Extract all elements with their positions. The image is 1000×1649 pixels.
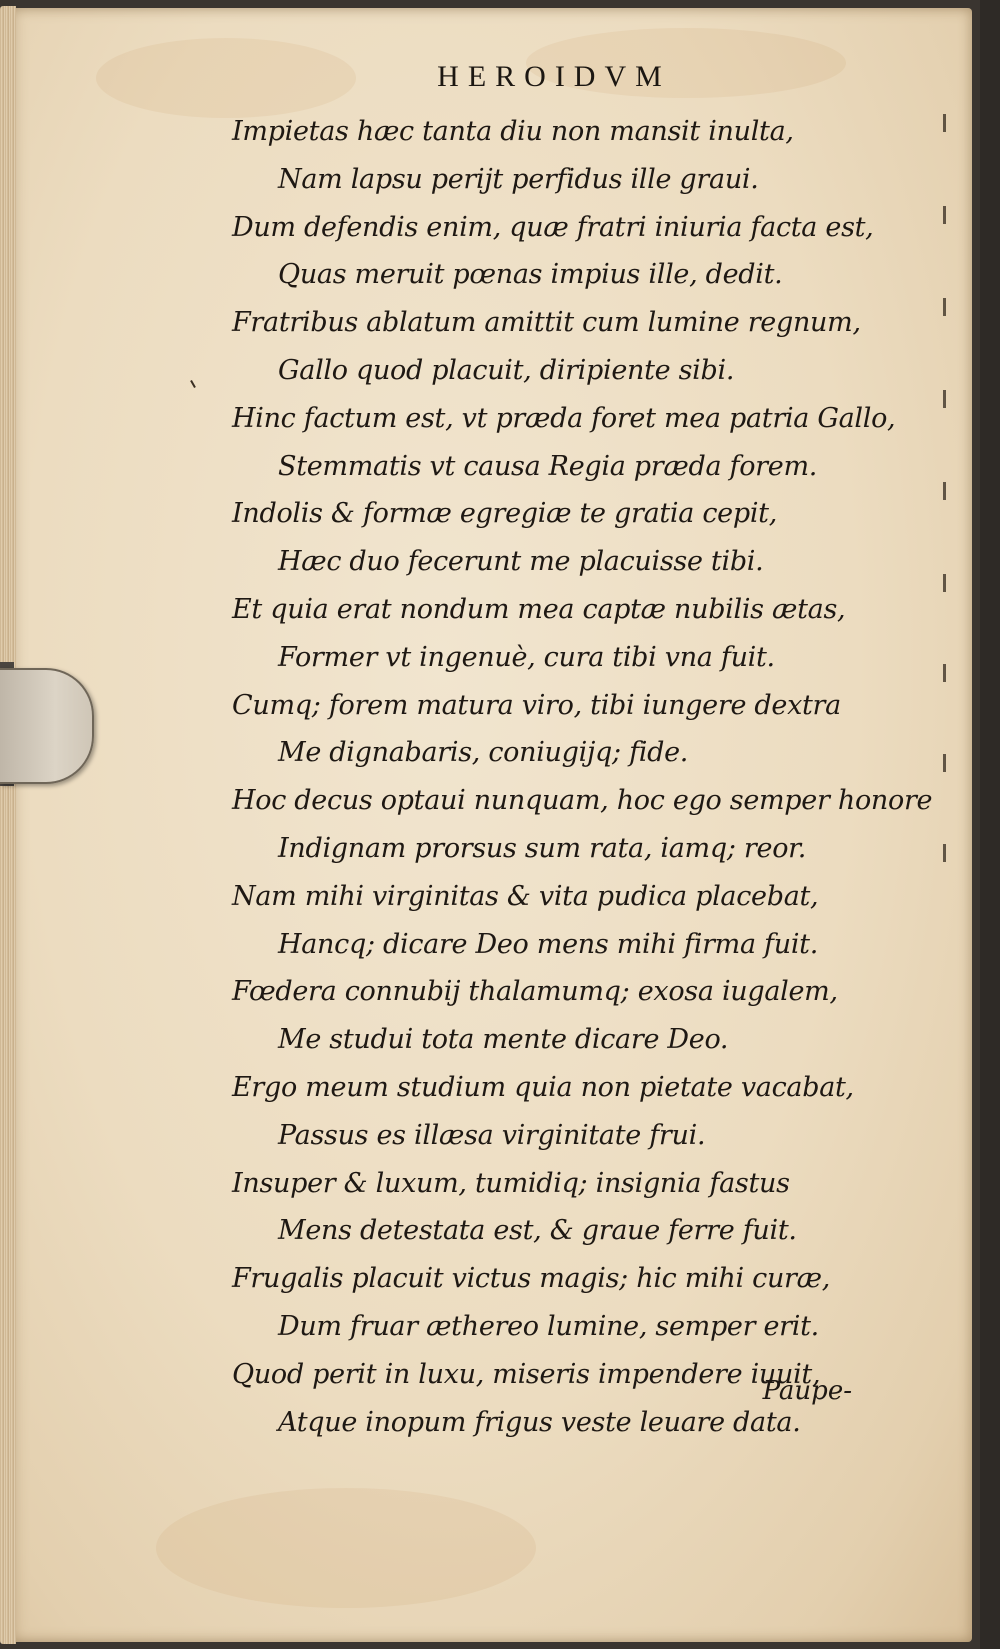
page-clip <box>0 668 94 784</box>
poem-line: Dum fruar æthereo lumine, semper erit. <box>278 1310 819 1342</box>
paper-stain <box>156 1488 536 1608</box>
show-through-mark <box>943 114 946 132</box>
backdrop <box>980 0 1000 1649</box>
poem-line: Dum defendis enim, quæ fratri iniuria facta est, <box>232 211 874 243</box>
running-head: HEROIDVM <box>437 60 671 93</box>
poem-line: Gallo quod placuit, diripiente sibi. <box>278 354 735 386</box>
poem-line: Former vt ingenuè, cura tibi vna fuit. <box>278 641 775 673</box>
poem-line: Insuper & luxum, tumidiq; insignia fastus <box>232 1167 790 1199</box>
poem-line: Passus es illæsa virginitate frui. <box>278 1119 706 1151</box>
poem-line: Atque inopum frigus veste leuare data. <box>278 1406 801 1438</box>
poem-line: Frugalis placuit victus magis; hic mihi curæ, <box>232 1263 831 1295</box>
poem-line: Hancq; dicare Deo mens mihi firma fuit. <box>278 928 819 960</box>
show-through-mark <box>943 664 946 682</box>
show-through-mark <box>943 844 946 862</box>
show-through-mark <box>943 298 946 316</box>
poem-line: Hinc factum est, vt præda foret mea patria Gallo, <box>232 402 896 434</box>
poem-line: Hæc duo fecerunt me placuisse tibi. <box>278 546 764 578</box>
poem-line: Fratribus ablatum amittit cum lumine regnum, <box>232 307 861 339</box>
book-page <box>6 8 972 1642</box>
poem-text <box>232 108 932 1446</box>
page-edges <box>0 6 16 1644</box>
poem-line: Fœdera connubij thalamumq; exosa iugalem, <box>232 976 838 1008</box>
poem-line: Quas meruit pœnas impius ille, dedit. <box>278 259 783 291</box>
poem-line: Hoc decus optaui nunquam, hoc ego semper honore <box>232 785 933 817</box>
poem-line: Me dignabaris, coniugijq; fide. <box>278 737 689 769</box>
poem-line: Quod perit in luxu, miseris impendere iuuit, <box>232 1358 821 1390</box>
poem-line: Nam lapsu perijt perfidus ille graui. <box>278 163 759 195</box>
poem-line: Indolis & formæ egregiæ te gratia cepit, <box>232 498 777 530</box>
show-through-mark <box>943 754 946 772</box>
poem-line: Mens detestata est, & graue ferre fuit. <box>278 1215 797 1247</box>
show-through-mark <box>943 482 946 500</box>
poem-line: Cumq; forem matura viro, tibi iungere dextra <box>232 689 841 721</box>
show-through-mark <box>943 574 946 592</box>
poem-line: Me studui tota mente dicare Deo. <box>278 1024 729 1056</box>
poem-line: Stemmatis vt causa Regia præda forem. <box>278 450 818 482</box>
catchword: Paupe- <box>762 1376 852 1406</box>
show-through-mark <box>943 206 946 224</box>
poem-line: Impietas hæc tanta diu non mansit inulta, <box>232 116 794 147</box>
show-through-mark <box>943 390 946 408</box>
ink-mark <box>190 380 196 388</box>
poem-line: Indignam prorsus sum rata, iamq; reor. <box>278 832 807 864</box>
poem-line: Ergo meum studium quia non pietate vacabat, <box>232 1071 854 1103</box>
poem-line: Et quia erat nondum mea captæ nubilis ætas, <box>232 593 846 625</box>
poem-line: Nam mihi virginitas & vita pudica placebat, <box>232 880 819 912</box>
